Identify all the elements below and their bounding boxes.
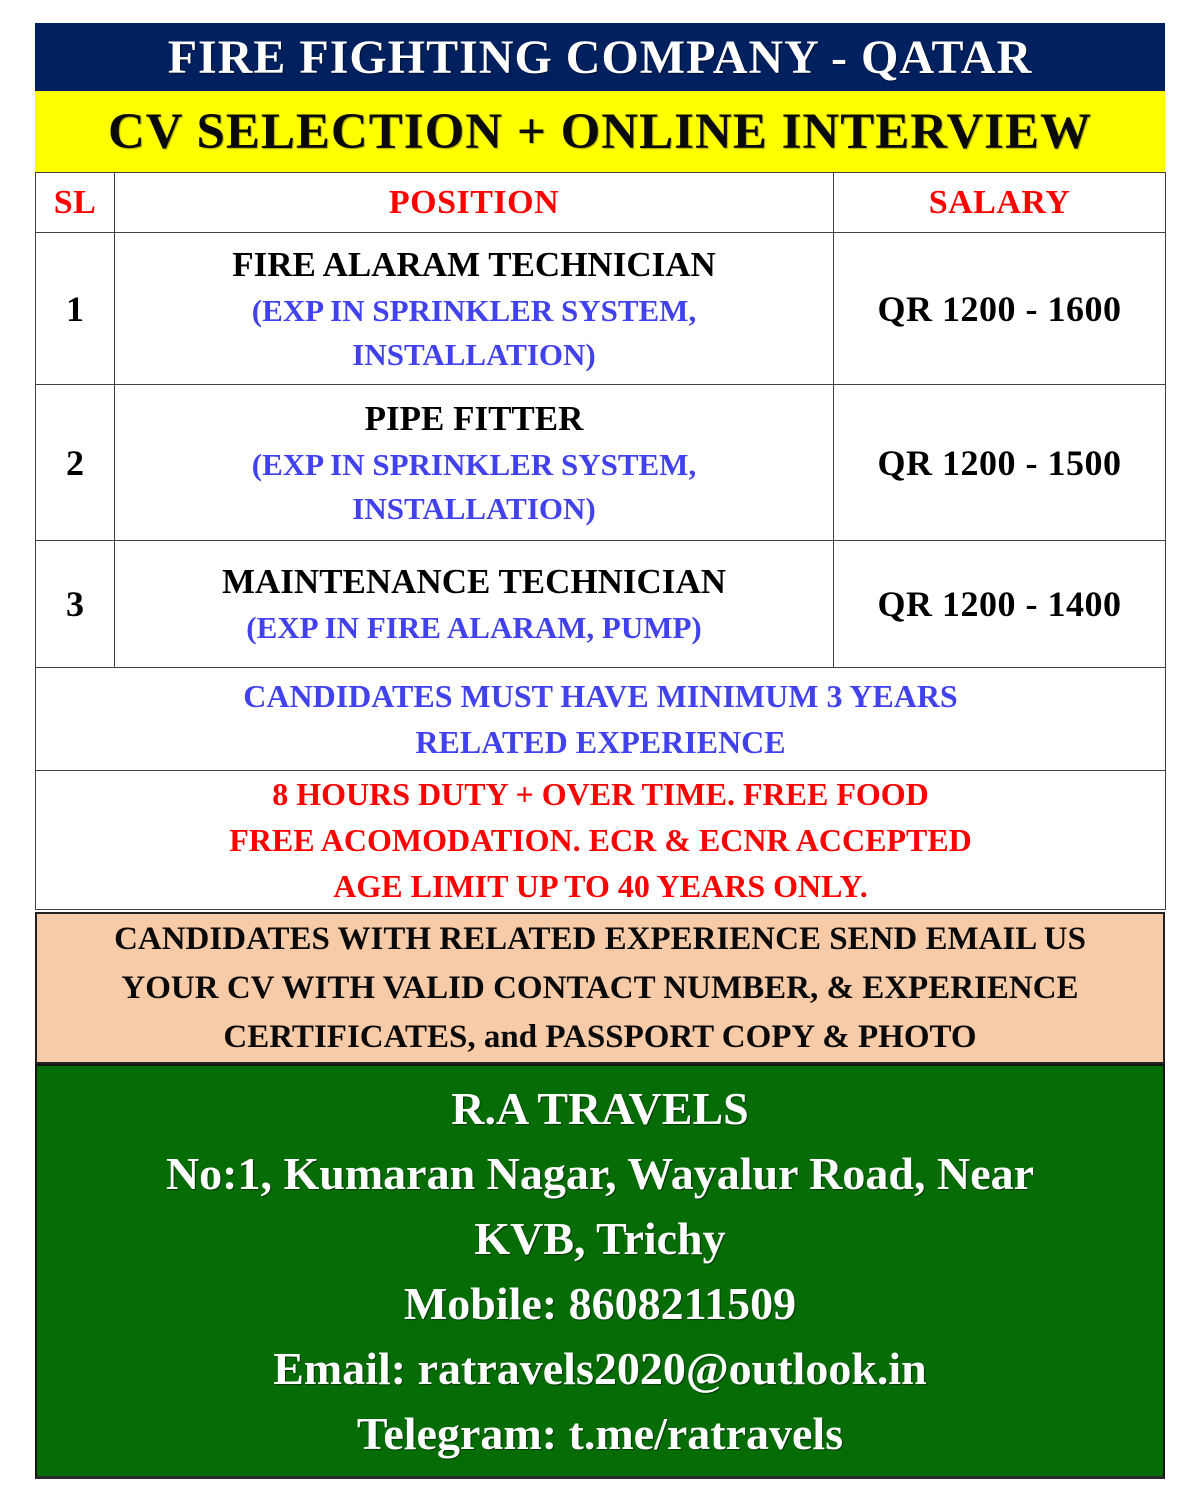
experience-note-line-1: CANDIDATES MUST HAVE MINIMUM 3 YEARS xyxy=(243,678,958,714)
agency-contact-box xyxy=(35,1064,1165,1479)
selection-subtitle: CV SELECTION + ONLINE INTERVIEW xyxy=(107,103,1093,160)
experience-note-line-2: RELATED EXPERIENCE xyxy=(415,724,786,760)
application-instructions-line-1: CANDIDATES WITH RELATED EXPERIENCE SEND EMAIL US xyxy=(114,920,1086,957)
row-3-position-note-line-1: (EXP IN FIRE ALARAM, PUMP) xyxy=(246,610,702,645)
company-header-band xyxy=(35,23,1165,91)
table-header-row xyxy=(36,173,1166,233)
row-1-position-cell xyxy=(115,233,834,385)
agency-name: R.A TRAVELS xyxy=(451,1083,749,1134)
row-1-salary: QR 1200 - 1600 xyxy=(834,233,1166,385)
row-1-position-note-line-1: (EXP IN SPRINKLER SYSTEM, xyxy=(251,292,697,328)
row-2-position-note-line-2: INSTALLATION) xyxy=(352,490,596,526)
agency-address-line-1: No:1, Kumaran Nagar, Wayalur Road, Near xyxy=(165,1148,1035,1199)
column-header-sl: SL xyxy=(36,173,115,233)
agency-email: Email: ratravels2020@outlook.in xyxy=(273,1343,927,1394)
row-2-position-cell xyxy=(115,385,834,541)
experience-note-row xyxy=(36,668,1166,771)
row-3-salary: QR 1200 - 1400 xyxy=(834,541,1166,668)
benefits-note-row xyxy=(36,771,1166,910)
selection-subtitle-band xyxy=(35,91,1165,172)
benefits-note-line-3: AGE LIMIT UP TO 40 YEARS ONLY. xyxy=(333,868,868,904)
agency-telegram: Telegram: t.me/ratravels xyxy=(356,1408,844,1459)
table-row xyxy=(36,541,1166,668)
row-3-position-cell xyxy=(115,541,834,668)
table-row xyxy=(36,385,1166,541)
benefits-note-line-1: 8 HOURS DUTY + OVER TIME. FREE FOOD xyxy=(272,776,929,812)
experience-note-cell xyxy=(36,668,1166,771)
positions-table xyxy=(35,172,1166,910)
row-2-position-title: PIPE FITTER xyxy=(364,398,584,438)
agency-mobile: Mobile: 8608211509 xyxy=(403,1278,797,1329)
row-2-position-note-line-1: (EXP IN SPRINKLER SYSTEM, xyxy=(251,446,697,482)
row-3-serial: 3 xyxy=(36,541,115,668)
application-instructions-box xyxy=(35,912,1165,1064)
row-1-position-note-line-2: INSTALLATION) xyxy=(352,336,596,372)
poster xyxy=(35,0,1165,1479)
row-1-serial: 1 xyxy=(36,233,115,385)
row-2-salary: QR 1200 - 1500 xyxy=(834,385,1166,541)
agency-address-line-2: KVB, Trichy xyxy=(474,1213,726,1264)
application-instructions-line-2: YOUR CV WITH VALID CONTACT NUMBER, & EXPERIENCE xyxy=(121,969,1079,1006)
benefits-note-cell xyxy=(36,771,1166,910)
row-2-serial: 2 xyxy=(36,385,115,541)
column-header-position: POSITION xyxy=(115,173,834,233)
application-instructions-line-3: CERTIFICATES, and PASSPORT COPY & PHOTO xyxy=(223,1018,977,1055)
benefits-note-line-2: FREE ACOMODATION. ECR & ECNR ACCEPTED xyxy=(229,822,972,858)
column-header-salary: SALARY xyxy=(834,173,1166,233)
company-title: FIRE FIGHTING COMPANY - QATAR xyxy=(167,30,1033,84)
table-row xyxy=(36,233,1166,385)
row-3-position-title: MAINTENANCE TECHNICIAN xyxy=(222,562,726,601)
row-1-position-title: FIRE ALARAM TECHNICIAN xyxy=(232,244,716,284)
